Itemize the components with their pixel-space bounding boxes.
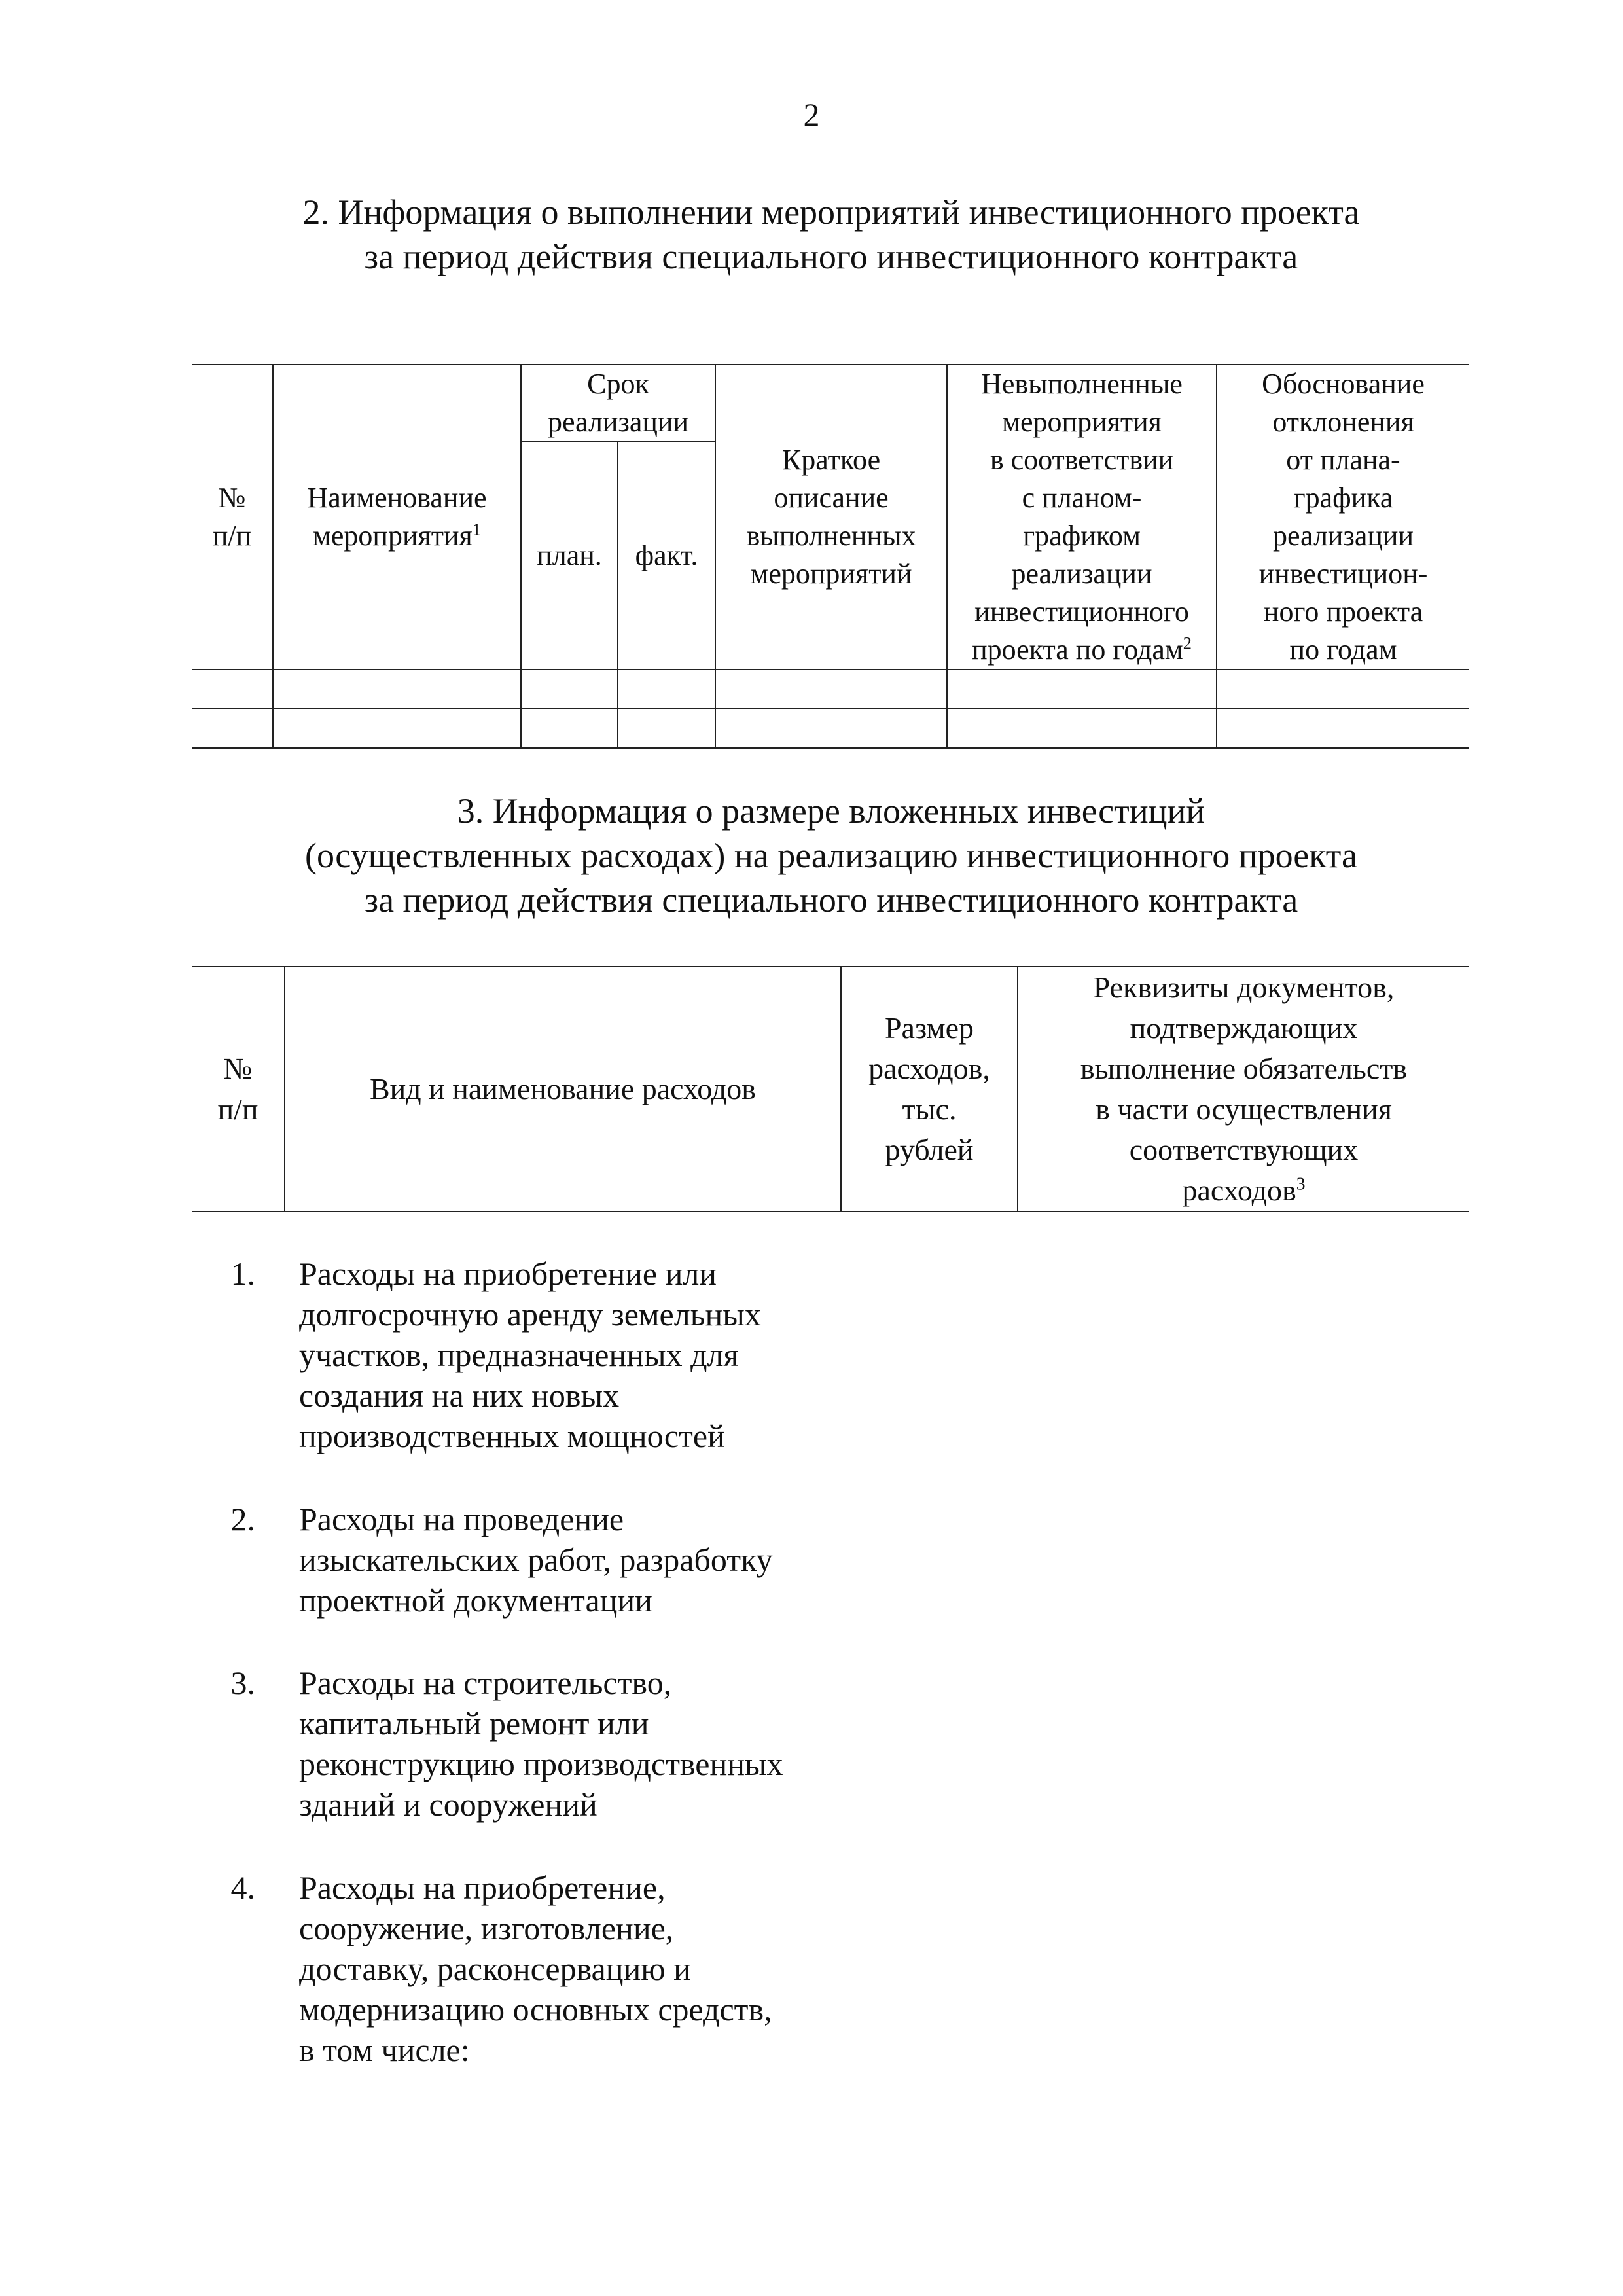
section-3-title-line: за период действия специального инвестиционного контракта bbox=[364, 880, 1298, 920]
list-item-text: Расходы на приобретение или долгосрочную аренду земельных участков, предназначенных для создания на них новых производственных мощностей bbox=[299, 1255, 761, 1454]
section-2-title-line: 2. Информация о выполнении мероприятий инвестиционного проекта bbox=[302, 192, 1360, 232]
section-3-title bbox=[190, 789, 1472, 922]
list-item-text: Расходы на приобретение, сооружение, изготовление, доставку, расконсервацию и модернизацию основных средств, в том числе: bbox=[299, 1869, 772, 2068]
footnote-3: 3 bbox=[1296, 1173, 1306, 1194]
header-documents: Реквизиты документов, подтверждающих выполнение обязательств в части осуществления соответствующих расходов$^3$ bbox=[1018, 967, 1469, 1211]
header-event-name: Наименование мероприятия$^1$ bbox=[273, 365, 521, 670]
header-description: Краткое описание выполненных мероприятий bbox=[715, 365, 947, 670]
list-item-number: 4. bbox=[230, 1869, 255, 1906]
footnote-2: 2 bbox=[1183, 633, 1192, 653]
section-2-title-line: за период действия специального инвестиционного контракта bbox=[364, 237, 1298, 276]
list-item-text: Расходы на проведение изыскательских работ, разработку проектной документации bbox=[299, 1501, 773, 1619]
header-term-fact: факт. bbox=[618, 442, 715, 670]
section-3-title-line: (осуществленных расходах) на реализацию инвестиционного проекта bbox=[304, 836, 1357, 875]
header-num: № п/п bbox=[192, 365, 273, 670]
list-item-number: 1. bbox=[230, 1255, 255, 1292]
header-term-plan: план. bbox=[521, 442, 618, 670]
page-number: 2 bbox=[803, 96, 820, 133]
table-row bbox=[192, 709, 1469, 748]
header-term: Срок реализации bbox=[521, 365, 715, 442]
header-expense-type: Вид и наименование расходов bbox=[285, 967, 841, 1211]
events-table bbox=[192, 364, 1469, 749]
header-unfulfilled: Невыполненные мероприятия в соответствии с планом- графиком реализации инвестиционного проекта по годам$^2$ bbox=[947, 365, 1217, 670]
list-item-number: 3. bbox=[230, 1664, 255, 1701]
list-item-number: 2. bbox=[230, 1501, 255, 1537]
footnote-1: 1 bbox=[472, 519, 481, 539]
section-2-title bbox=[190, 190, 1472, 279]
table-row bbox=[192, 670, 1469, 709]
expenses-table bbox=[192, 966, 1469, 1212]
list-item-text: Расходы на строительство, капитальный ремонт или реконструкцию производственных зданий и сооружений bbox=[299, 1664, 783, 1823]
section-3-title-line: 3. Информация о размере вложенных инвестиций bbox=[457, 791, 1205, 831]
header-num: № п/п bbox=[192, 967, 285, 1211]
header-amount: Размер расходов, тыс. рублей bbox=[841, 967, 1018, 1211]
header-justification: Обоснование отклонения от плана- графика реализации инвестицион- ного проекта по годам bbox=[1217, 365, 1469, 670]
